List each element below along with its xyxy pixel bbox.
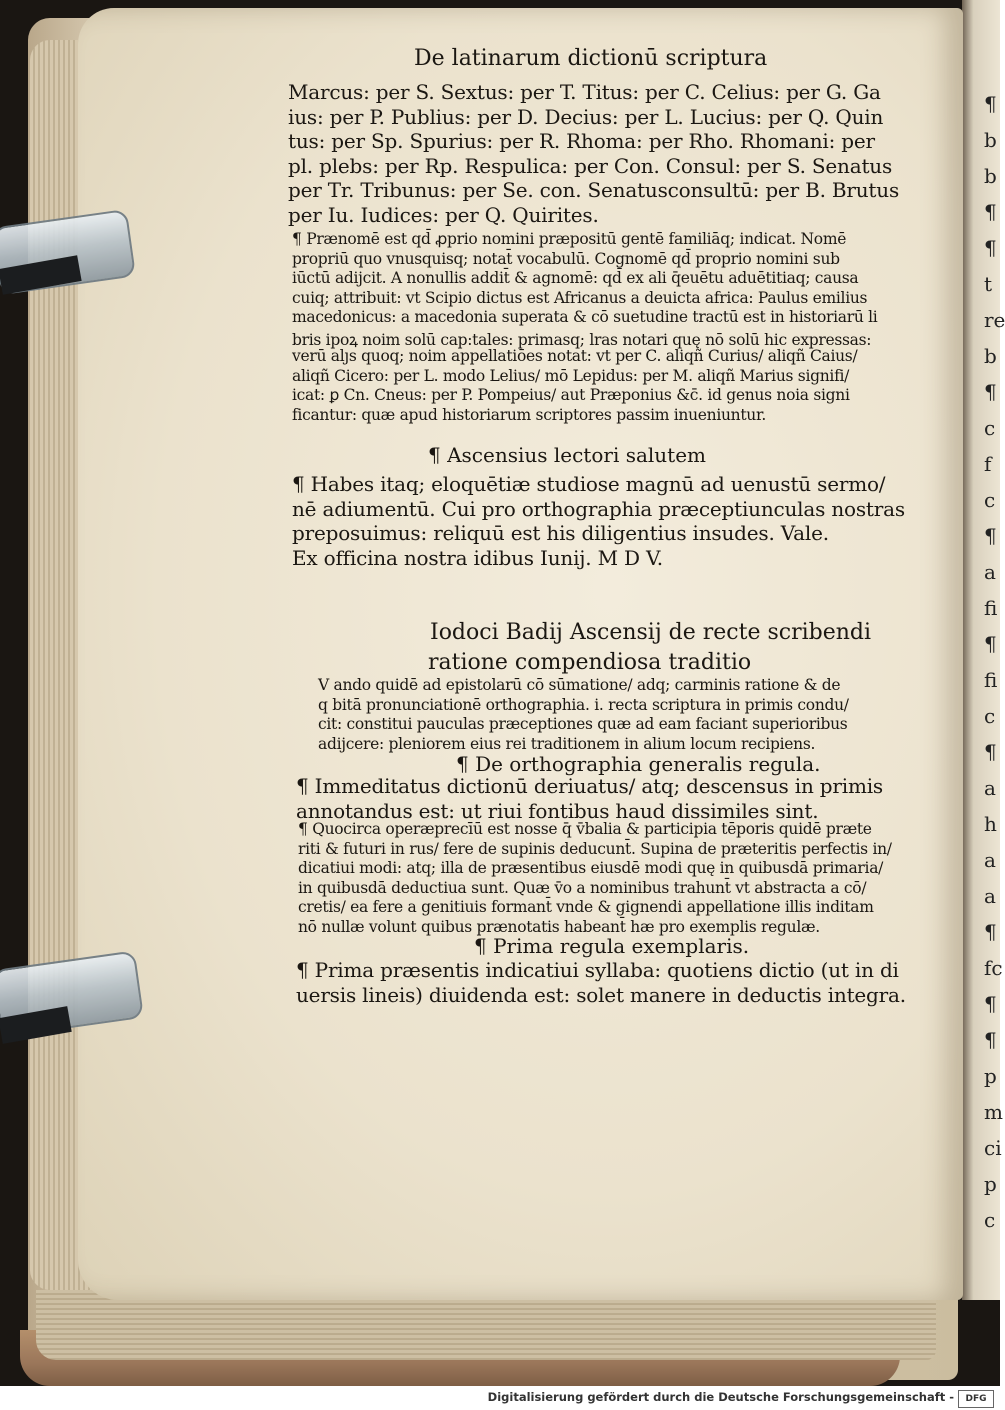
text-line: cuiq; attribuit: vt Scipio dictus est Africanus a deuicta africa: Paulus emilius (292, 288, 868, 307)
right-page-fragment: a (984, 776, 996, 800)
right-page-fragment: ¶ (984, 992, 997, 1016)
ascensius-heading: ¶ Ascensius lectori salutem (428, 443, 706, 467)
text-line: ¶ Immeditatus dictionū deriuatus/ atq; descensus in primis (296, 774, 883, 798)
text-line: verū alȷs quoq; noim appellatiōes notat: vt per C. aliqñ Curius/ aliqñ Caius/ (292, 347, 858, 365)
example-rule-heading: ¶ Prima regula exemplaris. (474, 934, 750, 958)
text-line: in quibusdā deductiua sunt. Quæ v̄o a nominibus trahunt̄ vt abstracta a cō/ (298, 878, 867, 897)
text-line: per Tr. Tribunus: per Se. con. Senatusconsultū: per B. Brutus (288, 178, 900, 203)
right-page-fragment: fi (984, 596, 998, 620)
text-line: ¶ Prima præsentis indicatiui syllaba: quotiens dictio (ut in di (296, 958, 899, 982)
right-page-fragment: p (984, 1064, 997, 1088)
text-line: iūctū adijcit. A nonullis addit̄ & agnomē: qd̄ ex ali q̄euētu aduētitiaq; causa (292, 269, 859, 287)
right-page-fragment: ¶ (984, 632, 997, 656)
text-line: preposuimus: reliquū est his diligentius insudes. Vale. (292, 521, 829, 546)
running-head: De latinarum dictionū scriptura (414, 46, 768, 71)
text-line: Marcus: per S. Sextus: per T. Titus: per C. Celius: per G. Ga (288, 80, 881, 104)
right-page-fragment: fi (984, 668, 998, 692)
right-page-fragment: t (984, 272, 993, 296)
text-line: ¶ Quocirca operæprecīū est nosse q̄ v̄balia & participia tēporis quidē præte (298, 820, 872, 838)
text-line: adijcere: pleniorem eius rei traditionem in alium locum recipiens. (318, 734, 816, 753)
text-line: nō nullæ volunt quibus prænotatis habeant̄ hæ pro exemplis regulæ. (298, 917, 820, 936)
right-page-fragment: ¶ (984, 200, 997, 224)
text-line: q bitā pronunciationē orthographia. i. recta scriptura in primis condu/ (318, 695, 849, 714)
right-page-fragment: c (984, 488, 996, 512)
text-line: cretis/ ea fere a genitiuis formant̄ vnde & gignendi appellatione illis inditam (298, 898, 874, 916)
right-page-fragments (984, 0, 1004, 1236)
right-page-fragment: p (984, 1172, 997, 1196)
right-page-fragment: c (984, 1208, 996, 1232)
treatise-title-line2: ratione compendiosa traditio (428, 650, 752, 675)
footer-credit: Digitalisierung gefördert durch die Deutsche Forschungsgemeinschaft - (487, 1390, 954, 1404)
general-rule-heading: ¶ De orthographia generalis regula. (456, 752, 821, 776)
right-page-fragment: ¶ (984, 1028, 997, 1052)
treatise-title-line1: Iodoci Badij Ascensij de recte scribendi (430, 620, 872, 645)
text-line: ¶ Prænomē est qd̄ ꝓprio nomini præpositū gentē familiāq; indicat. Nomē (292, 230, 847, 248)
right-page-fragment: ci (984, 1136, 1002, 1160)
right-page-fragment: b (984, 164, 997, 188)
right-page-fragment: a (984, 848, 996, 872)
text-line: cit: constitui pauculas præceptiones quæ ad eam faciant superioribus (318, 715, 848, 733)
text-line: pl. plebs: per Rp. Respulica: per Con. Consul: per S. Senatus (288, 153, 893, 178)
right-page-fragment: b (984, 344, 997, 368)
right-page-fragment: ¶ (984, 236, 997, 260)
text-line: dicatiui modi: atq; illa de præsentibus eiusdē modi quę in quibusdā primaria/ (298, 859, 884, 877)
text-line: bris ipoꝝ noim solū cap:tales: primasq; lras notari quę nō solū hic expressas: (292, 330, 872, 349)
right-page-fragment: a (984, 560, 996, 584)
text-line: per Iu. Iudices: per Q. Quirites. (288, 203, 599, 227)
right-page-fragment: re (984, 308, 1005, 332)
right-page-fragment: f (984, 452, 992, 476)
text-line: aliqñ Cicero: per L. modo Lelius/ mō Lepidus: per M. aliqñ Marius signifi/ (292, 366, 850, 385)
right-page-fragment: m (984, 1100, 1003, 1124)
text-line: ficantur: quæ apud historiarum scriptores passim inueniuntur. (292, 405, 766, 424)
right-page-fragment: c (984, 704, 996, 728)
text-line: nē adiumentū. Cui pro orthographia præceptiunculas nostras (292, 496, 905, 521)
text-line: tus: per Sp. Spurius: per R. Rhoma: per Rho. Rhomani: per (288, 129, 875, 154)
right-page-fragment: ¶ (984, 524, 997, 548)
text-line: Ex officina nostra idibus Iunij. M D V. (292, 545, 663, 570)
right-page-fragment: b (984, 128, 997, 152)
right-page-fragment: ¶ (984, 380, 997, 404)
right-page-fragment: h (984, 812, 997, 836)
right-page-fragment: ¶ (984, 920, 997, 944)
text-line: uersis lineis) diuidenda est: solet manere in deductis integra. (296, 982, 906, 1007)
right-page-fragment: ¶ (984, 92, 997, 116)
right-page-fragment: c (984, 416, 996, 440)
right-page-fragment: fc (984, 956, 1003, 980)
text-line: icat: ꝑ Cn. Cneus: per P. Pompeius/ aut Præponius &c̄. id genus noia signi (292, 386, 850, 404)
text-line: propriū quo vnusquisq; notat̄ vocabulū. Cognomē qd̄ proprio nomini sub (292, 249, 840, 268)
footer-bar (0, 1386, 1000, 1410)
text-line: ¶ Habes itaq; eloquētiæ studiose magnū ad uenustū sermo/ (292, 472, 886, 496)
right-page-fragment: ¶ (984, 740, 997, 764)
right-page-fragment: a (984, 884, 996, 908)
text-line: V ando quidē ad epistolarū cō sūmatione/ adq; carminis ratione & de (318, 676, 841, 694)
text-line: riti & futuri in rus/ fere de supinis deducunt̄. Supina de præteritis perfectis in/ (298, 839, 892, 858)
text-line: ius: per P. Publius: per D. Decius: per L. Lucius: per Q. Quin (288, 104, 884, 129)
text-line: annotandus est: ut riui fontibus haud dissimiles sint. (296, 798, 819, 823)
dfg-logo: DFG (958, 1390, 994, 1408)
text-line: macedonicus: a macedonia superata & cō suetudine tractū est in historiarū li (292, 308, 878, 326)
page-edges-bottom (36, 1290, 936, 1360)
